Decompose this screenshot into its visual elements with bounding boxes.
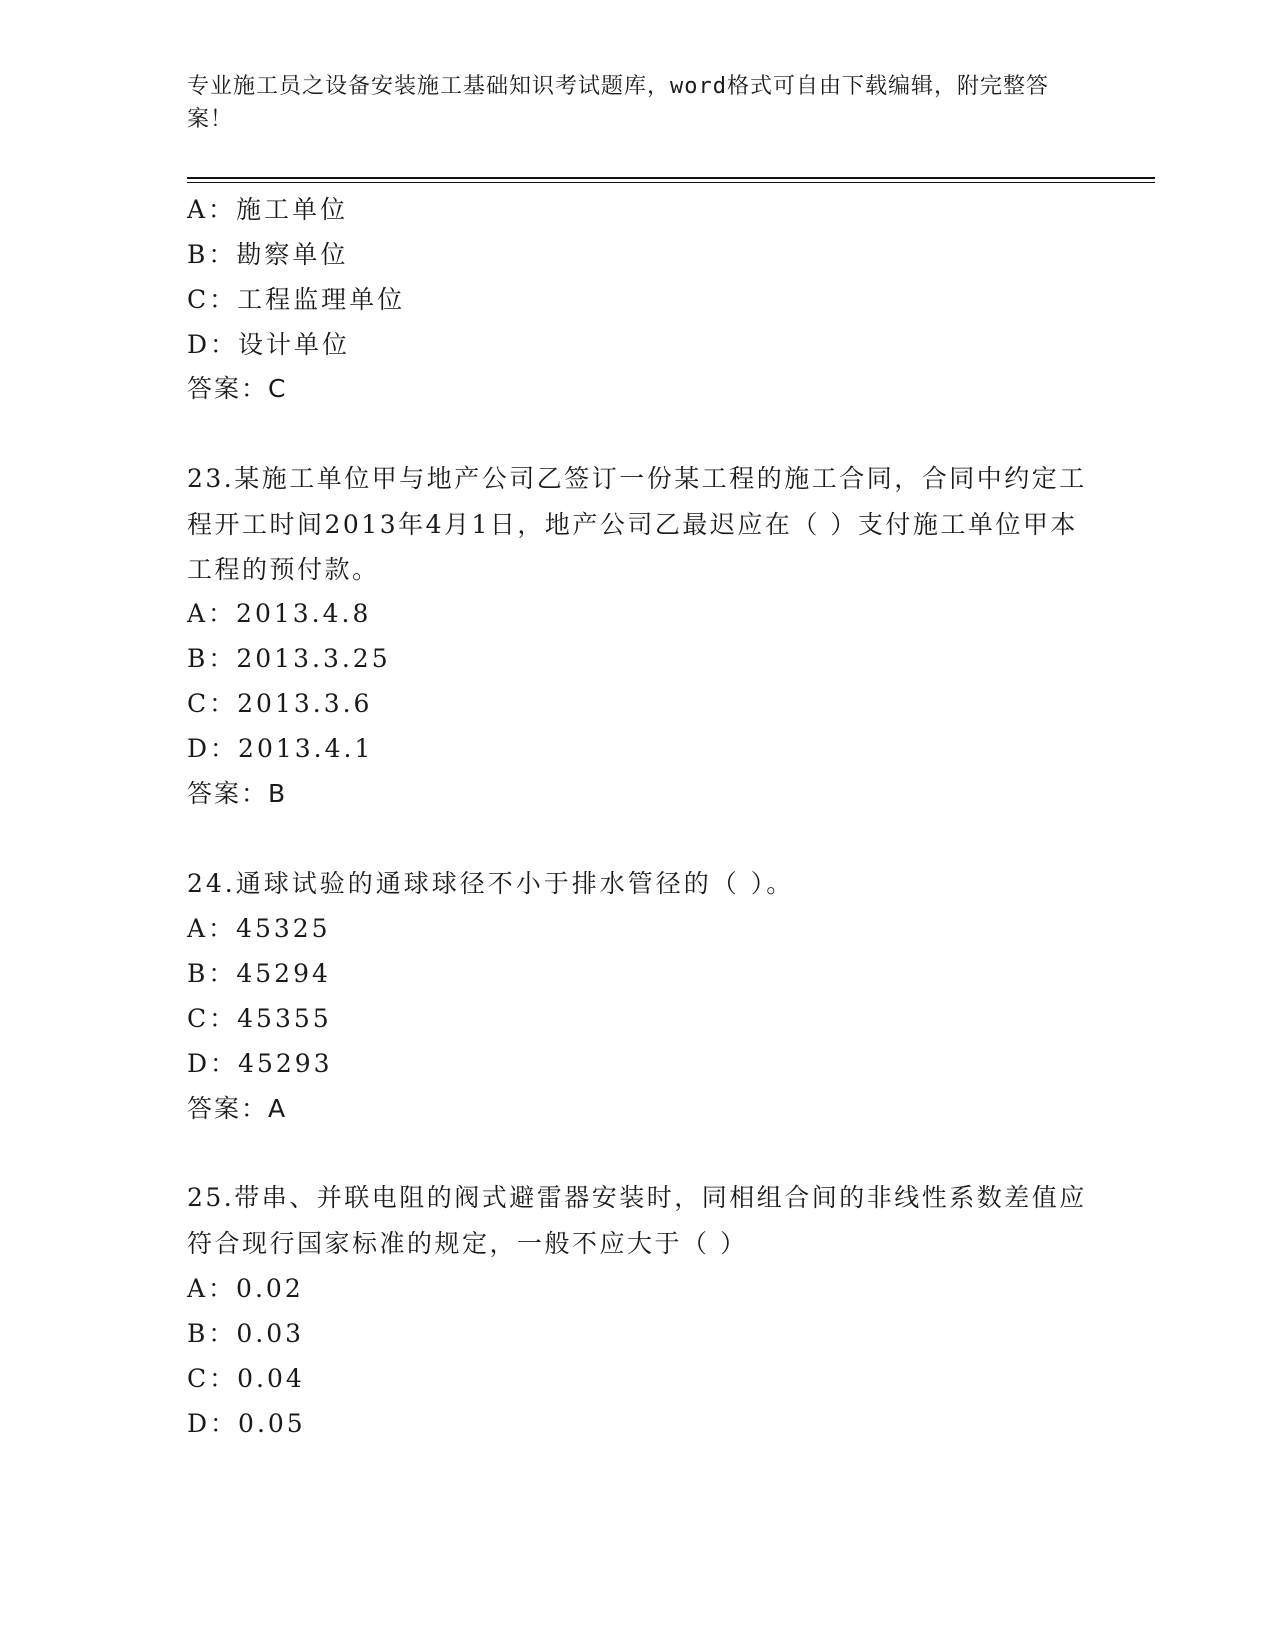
q24-option-a: A：45325 [187,914,331,943]
q23-answer: 答案：B [187,779,288,808]
q24-option-c: C：45355 [187,1004,332,1033]
header-rule-thick [187,177,1155,179]
q23-option-d: D：2013.4.1 [187,734,374,763]
q24-option-d: D：45293 [187,1049,333,1078]
q25-question: 25.带串、并联电阻的阀式避雷器安装时，同相组合间的非线性系数差值应符合现行国家标准的规定，一般不应大于（ ） [187,1183,1087,1258]
q22-answer: 答案：C [187,374,288,403]
q23-option-c: C：2013.3.6 [187,689,373,718]
q24-option-b: B：45294 [187,959,331,988]
q23-option-a: A：2013.4.8 [187,599,372,628]
q23-option-b: B：2013.3.25 [187,644,391,673]
q22-option-d: D：设计单位 [187,330,351,359]
q24-question: 24.通球试验的通球球径不小于排水管径的（ ）。 [187,869,795,898]
q25-option-a: A：0.02 [187,1274,304,1303]
q25-option-d: D：0.05 [187,1409,306,1438]
q24-answer: 答案：A [187,1094,288,1123]
q25-option-c: C：0.04 [187,1364,305,1393]
q25-option-b: B：0.03 [187,1319,305,1348]
page-header: 专业施工员之设备安装施工基础知识考试题库，word格式可自由下载编辑，附完整答案！ [187,74,1049,132]
q22-option-c: C：工程监理单位 [187,285,406,314]
q22-option-b: B：勘察单位 [187,240,349,269]
q22-option-a: A：施工单位 [187,195,349,224]
header-rule-thin [187,182,1155,183]
q23-question: 23.某施工单位甲与地产公司乙签订一份某工程的施工合同，合同中约定工程开工时间2013年4月1日，地产公司乙最迟应在（ ）支付施工单位甲本工程的预付款。 [187,464,1087,584]
